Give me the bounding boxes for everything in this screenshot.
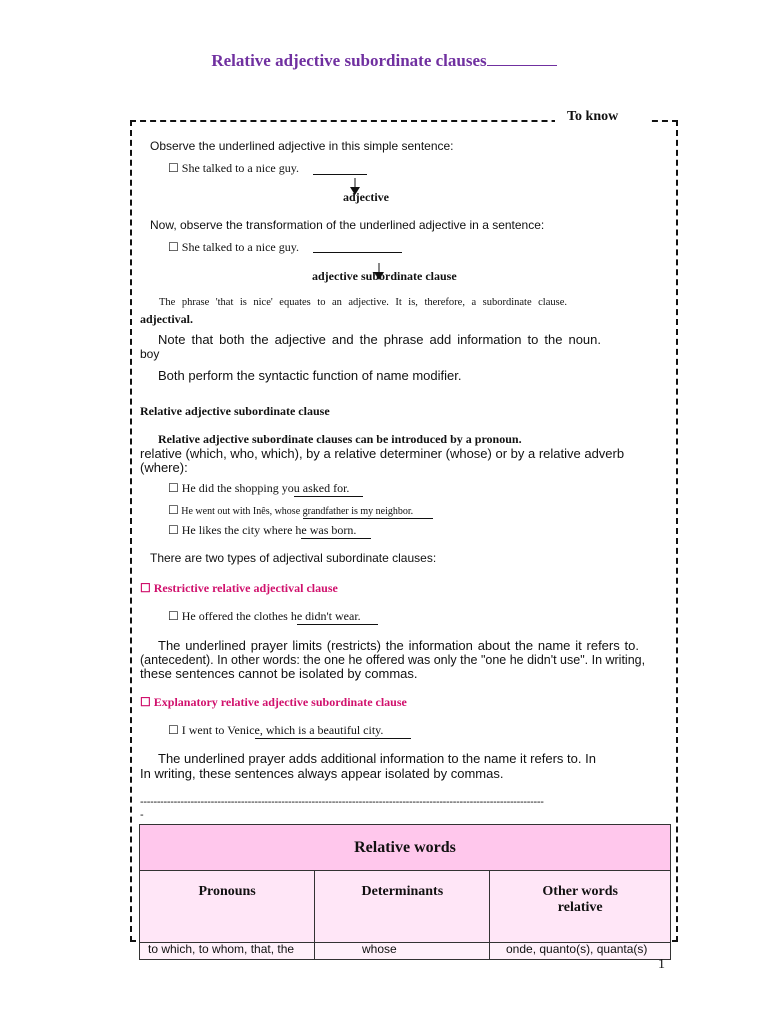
title-text: Relative adjective subordinate clauses: [211, 51, 487, 70]
table-title: Relative words: [140, 825, 671, 871]
adjectival-word: adjectival.: [140, 312, 193, 326]
checkbox-icon: ☐: [168, 161, 179, 175]
explanatory-para-2: In writing, these sentences always appear isolated by commas.: [140, 766, 504, 781]
example-2-text: She talked to a nice guy.: [181, 240, 299, 254]
pronouns-list: to which, to whom, that, the: [148, 942, 295, 956]
other-words-list: onde, quanto(s), quanta(s): [506, 942, 648, 956]
to-know-label: To know: [567, 109, 619, 124]
adjective-label: adjective: [343, 190, 389, 204]
note-both-text: Note that both the adjective and the phrase add information to the noun.: [158, 332, 601, 347]
section-heading: Relative adjective subordinate clause: [140, 404, 330, 418]
separator-tail: -: [140, 809, 144, 821]
example-1: [168, 161, 299, 176]
two-types-text: There are two types of adjectival subordinate clauses:: [150, 551, 437, 565]
intro-line-3: (where):: [140, 460, 188, 475]
restrictive-para-2: (antecedent). In other words: the one he offered was only the "one he didn't use". In writing,: [140, 653, 646, 667]
checkbox-icon: ☐: [168, 481, 179, 495]
checkbox-icon: ☐: [140, 581, 151, 595]
checkbox-icon: ☐: [168, 723, 179, 737]
checkbox-icon: ☐: [168, 609, 179, 623]
explanatory-para-1: The underlined prayer adds additional information to the name it refers to. In: [158, 751, 596, 766]
restrictive-para-3: these sentences cannot be isolated by commas.: [140, 666, 418, 681]
restrictive-heading: ☐ Restrictive relative adjectival clause: [140, 581, 338, 595]
blank-underline: [313, 174, 367, 175]
column-header-other-words: Other words relative: [490, 871, 671, 943]
page-number: 1: [658, 957, 665, 972]
intro-bold: Relative adjective subordinate clauses can be introduced by a pronoun.: [158, 432, 522, 446]
example-1-text: She talked to a nice guy.: [181, 161, 299, 175]
explanatory-heading: ☐ Explanatory relative adjective subordinate clause: [140, 695, 407, 709]
checkbox-icon: ☐: [168, 503, 179, 517]
example-2: [168, 240, 299, 255]
example-7: ☐ I went to Venice, which is a beautiful city.: [168, 723, 411, 738]
checkbox-icon: ☐: [168, 523, 179, 537]
example-5: ☐ He likes the city where he was born.: [168, 523, 371, 538]
dashed-separator: ------------------------------------------------------------------------------------------------------------------------: [140, 796, 544, 808]
observe-text: Observe the underlined adjective in this simple sentence:: [150, 139, 454, 153]
example-4: ☐ He went out with Inês, whose grandfather is my neighbor.: [168, 503, 433, 518]
table-cell: [315, 943, 490, 960]
checkbox-icon: ☐: [168, 240, 179, 254]
both-perform-text: Both perform the syntactic function of name modifier.: [158, 368, 462, 383]
column-header-determinants: Determinants: [315, 871, 490, 943]
adjective-subordinate-label: adjective subordinate clause: [312, 269, 457, 283]
relative-words-table: [139, 824, 671, 960]
phrase-note: The phrase 'that is nice' equates to an adjective. It is, therefore, a subordinate clause.: [159, 297, 567, 308]
example-6: ☐ He offered the clothes he didn't wear.: [168, 609, 378, 624]
example-3: ☐ He did the shopping you asked for.: [168, 481, 363, 496]
title-blank-line: [487, 51, 557, 66]
determinants-list: whose: [362, 942, 397, 956]
checkbox-icon: ☐: [140, 695, 151, 709]
blank-underline: [313, 252, 402, 253]
page-title: [0, 51, 768, 71]
boy-word: boy: [140, 347, 160, 361]
now-observe-text: Now, observe the transformation of the underlined adjective in a sentence:: [150, 218, 545, 232]
intro-line-2: relative (which, who, which), by a relative determiner (whose) or by a relative adverb: [140, 446, 625, 461]
column-header-pronouns: Pronouns: [140, 871, 315, 943]
restrictive-para-1: The underlined prayer limits (restricts) the information about the name it refers to.: [158, 638, 639, 653]
